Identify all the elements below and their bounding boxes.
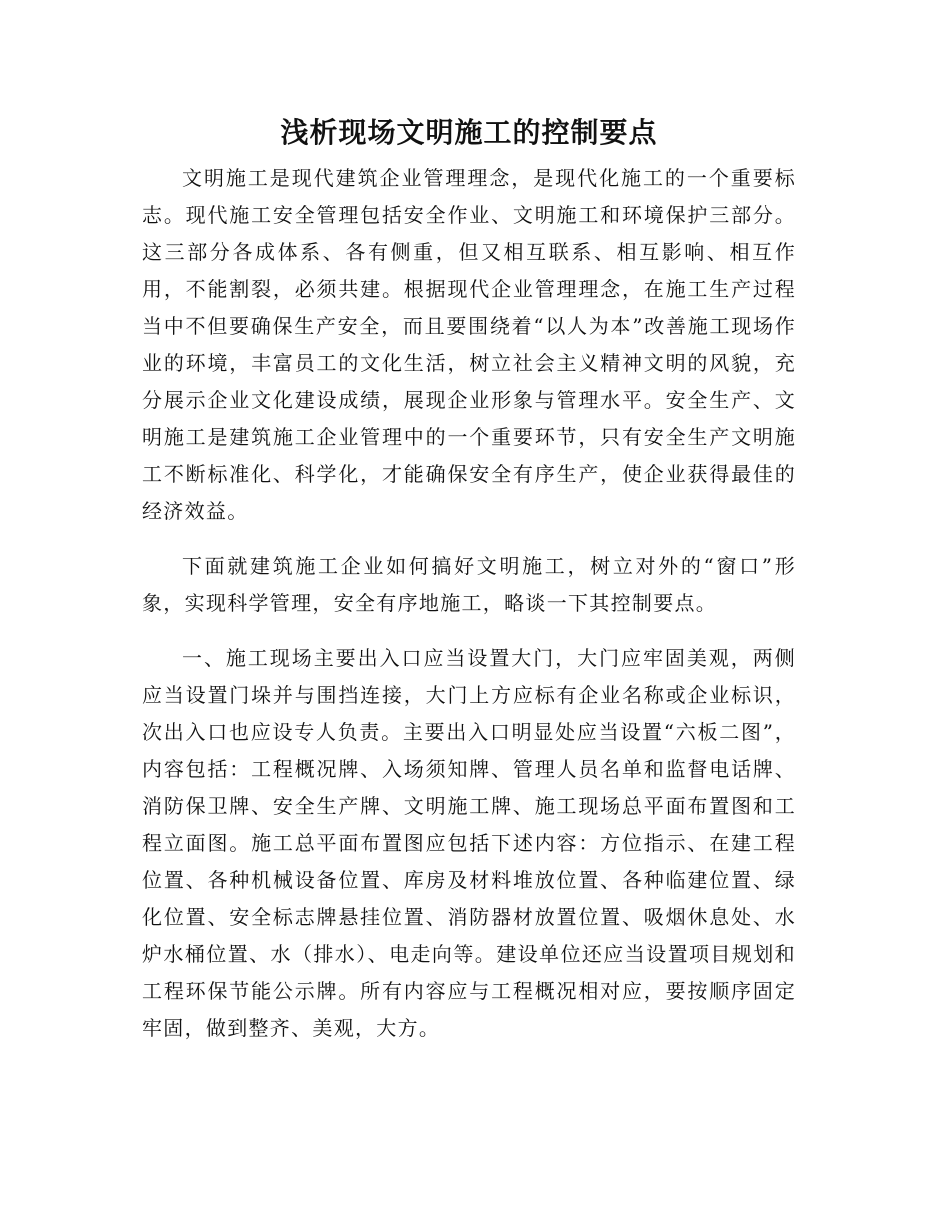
document-page [142,112,796,1065]
paragraph-intro: 文明施工是现代建筑企业管理理念，是现代化施工的一个重要标志。现代施工安全管理包括安全作业、文明施工和环境保护三部分。这三部分各成体系、各有侧重，但又相互联系、相互影响、相互作用，不能割裂，必须共建。根据现代企业管理理念，在施工生产过程当中不但要确保生产安全，而且要围绕着“以人为本”改善施工现场作业的环境，丰富员工的文化生活，树立社会主义精神文明的风貌，充分展示企业文化建设成绩，展现企业形象与管理水平。安全生产、文明施工是建筑施工企业管理中的一个重要环节，只有安全生产文明施工不断标准化、科学化，才能确保安全有序生产，使企业获得最佳的经济效益。 [142,166,796,523]
document-title: 浅析现场文明施工的控制要点 [280,116,658,149]
paragraph-section-one: 一、施工现场主要出入口应当设置大门，大门应牢固美观，两侧应当设置门垛并与围挡连接，大门上方应标有企业名称或企业标识，次出入口也应设专人负责。主要出入口明显处应当设置“六板二图”，内容包括：工程概况牌、入场须知牌、管理人员名单和监督电话牌、消防保卫牌、安全生产牌、文明施工牌、施工现场总平面布置图和工程立面图。施工总平面布置图应包括下述内容：方位指示、在建工程位置、各种机械设备位置、库房及材料堆放位置、各种临建位置、绿化位置、安全标志牌悬挂位置、消防器材放置位置、吸烟休息处、水炉水桶位置、水（排水）、电走向等。建设单位还应当设置项目规划和工程环保节能公示牌。所有内容应与工程概况相对应，要按顺序固定牢固，做到整齐、美观，大方。 [142,646,796,1040]
paragraph-overview: 下面就建筑施工企业如何搞好文明施工，树立对外的“窗口”形象，实现科学管理，安全有序地施工，略谈一下其控制要点。 [142,554,796,615]
